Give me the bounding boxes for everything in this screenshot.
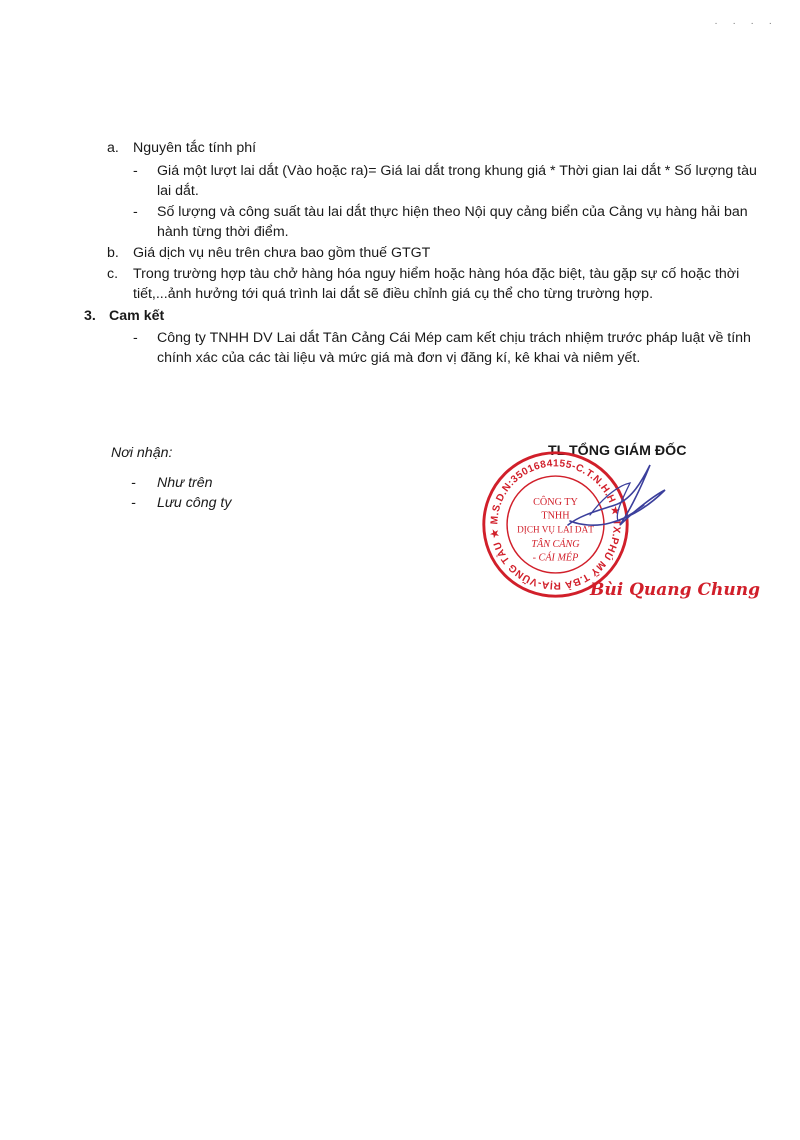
section-c-line-1: Trong trường hợp tàu chở hàng hóa nguy hiểm hoặc hàng hóa đặc biệt, tàu gặp sự cố hoặc thời xyxy=(133,266,740,282)
signature-title: TL TỔNG GIÁM ĐỐC xyxy=(548,443,687,459)
bullet-marker: - xyxy=(133,330,138,346)
recipient-item: Như trên xyxy=(157,475,213,491)
section-a-title: Nguyên tắc tính phí xyxy=(133,140,257,156)
recipient-marker: - xyxy=(131,475,136,491)
scan-specks: · · · · xyxy=(714,18,778,29)
fee-formula-line-1: Giá một lượt lai dắt (Vào hoặc ra)= Giá lai dắt trong khung giá * Thời gian lai dắt * Số lượng tàu xyxy=(157,163,757,179)
bullet-marker: - xyxy=(133,204,138,220)
stamp-center-line: DỊCH VỤ LAI DẮT xyxy=(517,524,594,535)
section-c-marker: c. xyxy=(107,266,119,282)
section-c-line-2: tiết,...ảnh hưởng tới quá trình lai dắt sẽ điều chỉnh giá cụ thể cho từng trường hợp. xyxy=(133,286,654,302)
tug-capacity-line-1: Số lượng và công suất tàu lai dắt thực hiện theo Nội quy cảng biển của Cảng vụ hàng hải ban xyxy=(157,204,748,220)
section-b-marker: b. xyxy=(107,245,119,261)
bullet-marker: - xyxy=(133,163,138,179)
recipient-marker: - xyxy=(131,495,136,511)
commitment-line-2: chính xác của các tài liệu và mức giá mà đơn vị đăng kí, kê khai và niêm yết. xyxy=(157,350,641,366)
commitment-line-1: Công ty TNHH DV Lai dắt Tân Cảng Cái Mép cam kết chịu trách nhiệm trước pháp luật về tính xyxy=(157,330,751,346)
section-b-text: Giá dịch vụ nêu trên chưa bao gồm thuế GTGT xyxy=(133,245,431,261)
recipient-item: Lưu công ty xyxy=(157,495,232,511)
stamp-center-line: TNHH xyxy=(541,510,570,522)
handwritten-signature xyxy=(560,455,670,555)
stamp-center-line: - CÁI MÉP xyxy=(532,552,579,564)
signer-name: Bùi Quang Chung xyxy=(590,580,760,600)
fee-formula-line-2: lai dắt. xyxy=(157,183,199,199)
section-3-title: Cam kết xyxy=(109,308,165,324)
tug-capacity-line-2: hành từng thời điểm. xyxy=(157,224,289,240)
section-3-marker: 3. xyxy=(84,308,96,324)
stamp-center-line: TÂN CẢNG xyxy=(531,538,580,550)
recipients-label: Nơi nhận: xyxy=(111,445,173,461)
stamp-outer-ring-text: M.S.D.N:3501684155-C.T.N.H.H ★ TX.PHÚ MỸ T.BÀ RỊA-VŨNG TÀU ★ xyxy=(489,458,622,591)
section-a-marker: a. xyxy=(107,140,119,156)
stamp-center-line: CÔNG TY xyxy=(533,497,578,509)
